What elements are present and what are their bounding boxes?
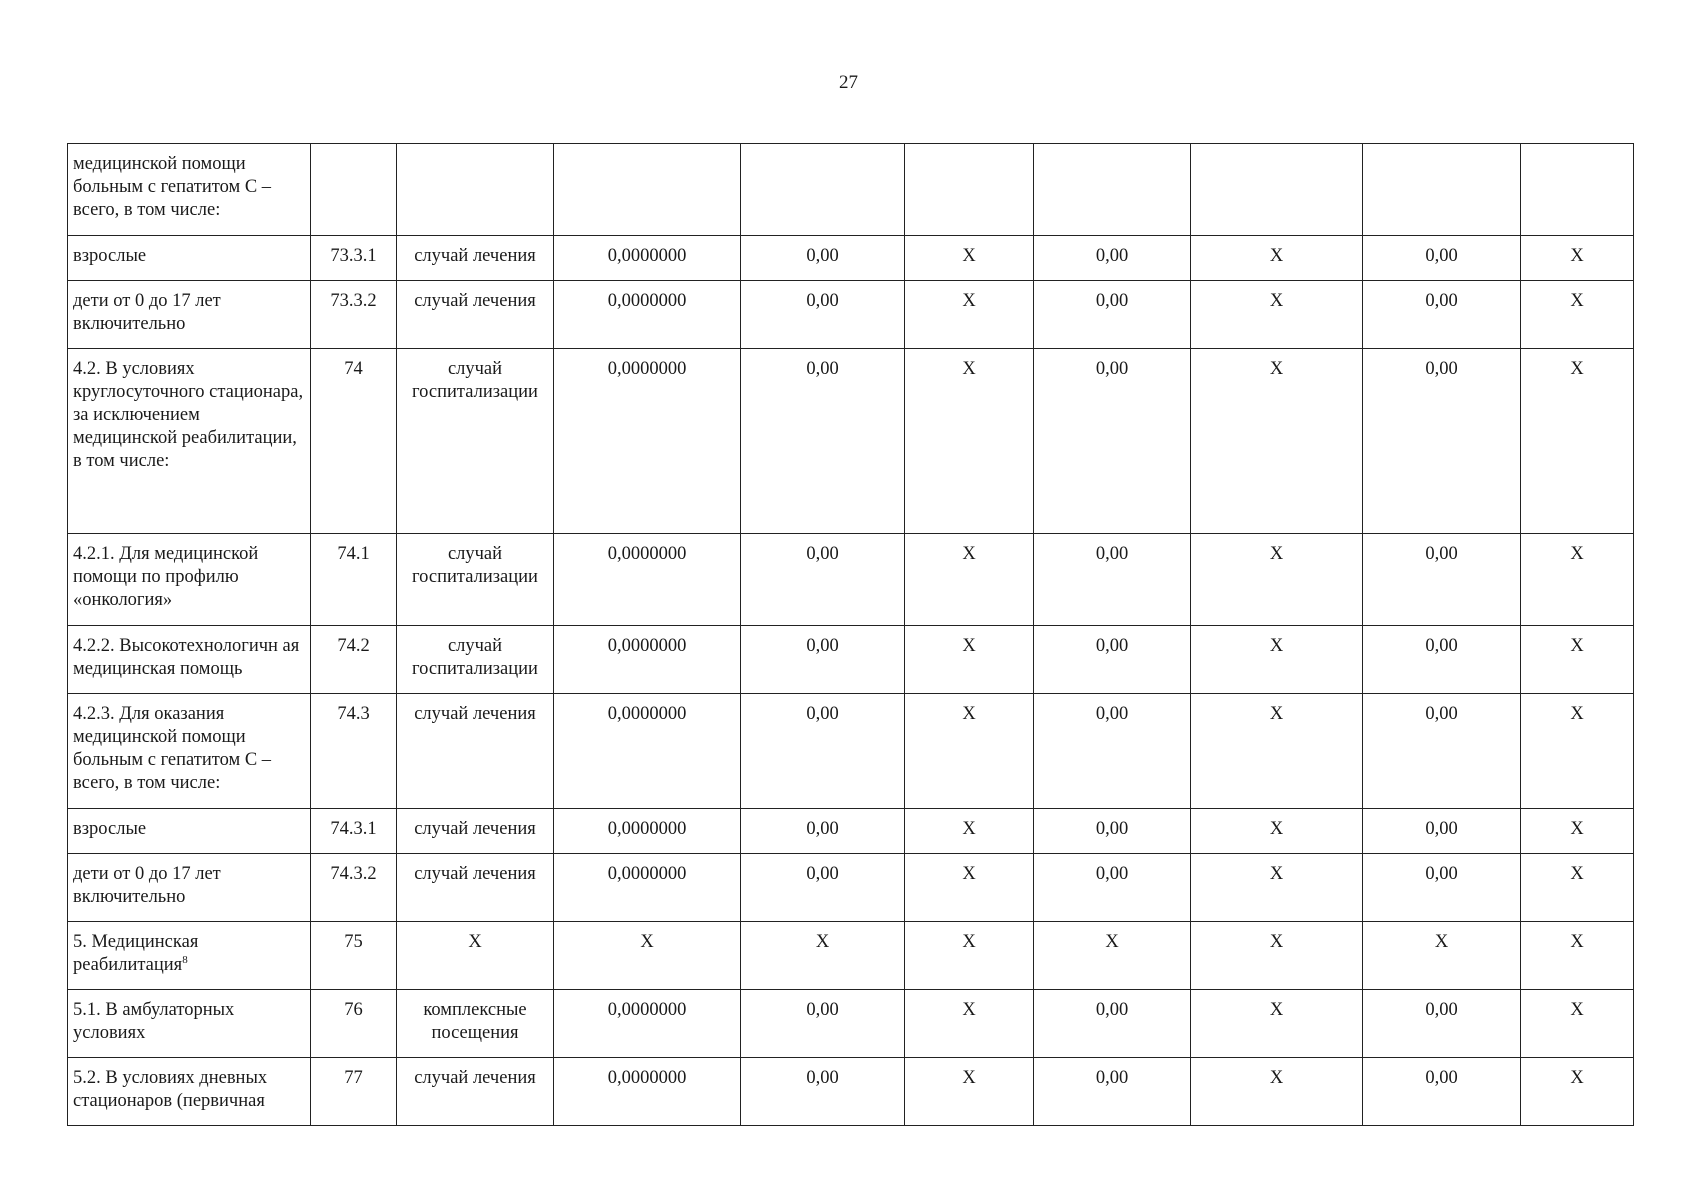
row-value-cell: 0,00 [1034, 1058, 1191, 1126]
row-value-cell: 0,00 [1034, 809, 1191, 854]
row-name-cell: 4.2.2. Высокотехнологичн ая медицинская помощь [68, 626, 311, 694]
row-value-cell: 0,00 [1363, 626, 1521, 694]
row-code-cell: 74.3 [311, 694, 397, 809]
row-code-cell: 74.1 [311, 534, 397, 626]
row-value-cell: X [1521, 349, 1634, 534]
row-name-cell: 4.2.1. Для медицинской помощи по профилю «онкология» [68, 534, 311, 626]
row-value-cell: X [1521, 626, 1634, 694]
row-value-cell: X [1521, 922, 1634, 990]
row-unit-cell: случай лечения [397, 236, 554, 281]
row-value-cell: X [1521, 1058, 1634, 1126]
row-unit-cell: комплексные посещения [397, 990, 554, 1058]
row-value-cell [1034, 144, 1191, 236]
row-value-cell: X [741, 922, 905, 990]
row-unit-cell: случай лечения [397, 809, 554, 854]
row-value-cell: 0,00 [1363, 694, 1521, 809]
row-value-cell: X [1521, 854, 1634, 922]
row-name-cell: взрослые [68, 236, 311, 281]
row-code-cell: 75 [311, 922, 397, 990]
row-name-cell: взрослые [68, 809, 311, 854]
row-name-cell: 4.2.3. Для оказания медицинской помощи больным с гепатитом С – всего, в том числе: [68, 694, 311, 809]
row-value-cell: X [1191, 1058, 1363, 1126]
row-value-cell: 0,0000000 [554, 809, 741, 854]
row-value-cell: 0,00 [741, 854, 905, 922]
row-unit-cell: случай госпитализации [397, 626, 554, 694]
row-value-cell: X [905, 626, 1034, 694]
row-value-cell: X [905, 281, 1034, 349]
row-value-cell: X [1521, 990, 1634, 1058]
page-number: 27 [839, 72, 858, 93]
row-value-cell [1191, 144, 1363, 236]
row-value-cell: 0,0000000 [554, 694, 741, 809]
row-name-cell [68, 922, 311, 990]
row-value-cell: X [1191, 694, 1363, 809]
row-unit-cell: X [397, 922, 554, 990]
row-value-cell: X [905, 922, 1034, 990]
row-code-cell: 76 [311, 990, 397, 1058]
row-value-cell: 0,00 [1034, 534, 1191, 626]
row-value-cell: X [1191, 281, 1363, 349]
row-value-cell: 0,00 [1363, 534, 1521, 626]
row-value-cell: X [1191, 534, 1363, 626]
row-value-cell: 0,00 [1034, 236, 1191, 281]
row-unit-cell: случай госпитализации [397, 534, 554, 626]
row-value-cell: X [1521, 809, 1634, 854]
table-row [68, 236, 1634, 281]
footnote-mark: 8 [182, 953, 188, 966]
row-value-cell [905, 144, 1034, 236]
row-value-cell: X [905, 809, 1034, 854]
row-value-cell: 0,00 [1363, 809, 1521, 854]
row-unit-cell [397, 144, 554, 236]
row-value-cell: X [1191, 236, 1363, 281]
row-code-cell: 73.3.2 [311, 281, 397, 349]
row-value-cell: 0,00 [1363, 349, 1521, 534]
row-value-cell [1363, 144, 1521, 236]
row-value-cell: X [1191, 626, 1363, 694]
row-name-cell: 5.2. В условиях дневных стационаров (первичная [68, 1058, 311, 1126]
row-code-cell: 74 [311, 349, 397, 534]
row-value-cell [554, 144, 741, 236]
row-name-cell: медицинской помощи больным с гепатитом С – всего, в том числе: [68, 144, 311, 236]
row-value-cell: 0,00 [1034, 281, 1191, 349]
row-name-cell: 4.2. В условиях круглосуточного стационара, за исключением медицинской реабилитации, в том числе: [68, 349, 311, 534]
row-value-cell: 0,0000000 [554, 349, 741, 534]
row-name-cell: дети от 0 до 17 лет включительно [68, 281, 311, 349]
table-row [68, 534, 1634, 626]
table-row [68, 990, 1634, 1058]
row-unit-cell: случай госпитализации [397, 349, 554, 534]
table-row [68, 144, 1634, 236]
row-value-cell: 0,00 [741, 626, 905, 694]
table-row [68, 1058, 1634, 1126]
row-value-cell: 0,0000000 [554, 236, 741, 281]
row-value-cell: 0,00 [1034, 349, 1191, 534]
table-row [68, 694, 1634, 809]
row-value-cell: X [1191, 809, 1363, 854]
row-value-cell: 0,0000000 [554, 534, 741, 626]
row-value-cell: X [905, 534, 1034, 626]
row-unit-cell: случай лечения [397, 281, 554, 349]
row-value-cell: 0,00 [741, 349, 905, 534]
row-value-cell: 0,00 [741, 694, 905, 809]
row-value-cell [1521, 144, 1634, 236]
row-value-cell: X [1191, 854, 1363, 922]
table-row [68, 809, 1634, 854]
row-name-text: 5. Медицинская реабилитация [73, 932, 199, 975]
row-value-cell: 0,00 [1363, 1058, 1521, 1126]
row-value-cell: X [1521, 281, 1634, 349]
row-value-cell: 0,00 [741, 809, 905, 854]
row-value-cell: X [1363, 922, 1521, 990]
row-value-cell [741, 144, 905, 236]
row-value-cell: 0,00 [1363, 854, 1521, 922]
row-value-cell: 0,00 [1034, 854, 1191, 922]
row-value-cell: 0,0000000 [554, 1058, 741, 1126]
row-value-cell: 0,00 [741, 534, 905, 626]
row-value-cell: 0,0000000 [554, 854, 741, 922]
table-row [68, 349, 1634, 534]
row-value-cell: 0,00 [1363, 990, 1521, 1058]
row-value-cell: X [1191, 990, 1363, 1058]
row-value-cell: X [554, 922, 741, 990]
row-value-cell: X [1521, 236, 1634, 281]
row-value-cell: 0,00 [741, 236, 905, 281]
row-unit-cell: случай лечения [397, 1058, 554, 1126]
row-value-cell: 0,00 [1363, 236, 1521, 281]
row-code-cell [311, 144, 397, 236]
row-unit-cell: случай лечения [397, 854, 554, 922]
row-value-cell: X [1191, 922, 1363, 990]
row-value-cell: X [905, 854, 1034, 922]
row-value-cell: 0,00 [1363, 281, 1521, 349]
row-value-cell: X [1034, 922, 1191, 990]
data-table [67, 143, 1634, 1126]
row-value-cell: X [1191, 349, 1363, 534]
row-value-cell: 0,0000000 [554, 626, 741, 694]
table-row [68, 854, 1634, 922]
row-unit-cell: случай лечения [397, 694, 554, 809]
row-name-cell: 5.1. В амбулаторных условиях [68, 990, 311, 1058]
row-value-cell: 0,00 [1034, 626, 1191, 694]
row-value-cell: X [905, 236, 1034, 281]
table-row [68, 281, 1634, 349]
row-value-cell: 0,00 [741, 1058, 905, 1126]
row-code-cell: 74.2 [311, 626, 397, 694]
row-value-cell: X [905, 1058, 1034, 1126]
row-code-cell: 74.3.2 [311, 854, 397, 922]
row-value-cell: 0,00 [741, 990, 905, 1058]
row-value-cell: 0,00 [1034, 990, 1191, 1058]
table-row [68, 626, 1634, 694]
row-value-cell: X [905, 990, 1034, 1058]
row-code-cell: 73.3.1 [311, 236, 397, 281]
row-value-cell: 0,0000000 [554, 990, 741, 1058]
row-value-cell: X [1521, 694, 1634, 809]
row-code-cell: 77 [311, 1058, 397, 1126]
row-value-cell: X [905, 694, 1034, 809]
row-value-cell: X [1521, 534, 1634, 626]
row-value-cell: 0,00 [1034, 694, 1191, 809]
row-value-cell: 0,00 [741, 281, 905, 349]
row-code-cell: 74.3.1 [311, 809, 397, 854]
row-value-cell: X [905, 349, 1034, 534]
row-value-cell: 0,0000000 [554, 281, 741, 349]
row-name-cell: дети от 0 до 17 лет включительно [68, 854, 311, 922]
table-row [68, 922, 1634, 990]
